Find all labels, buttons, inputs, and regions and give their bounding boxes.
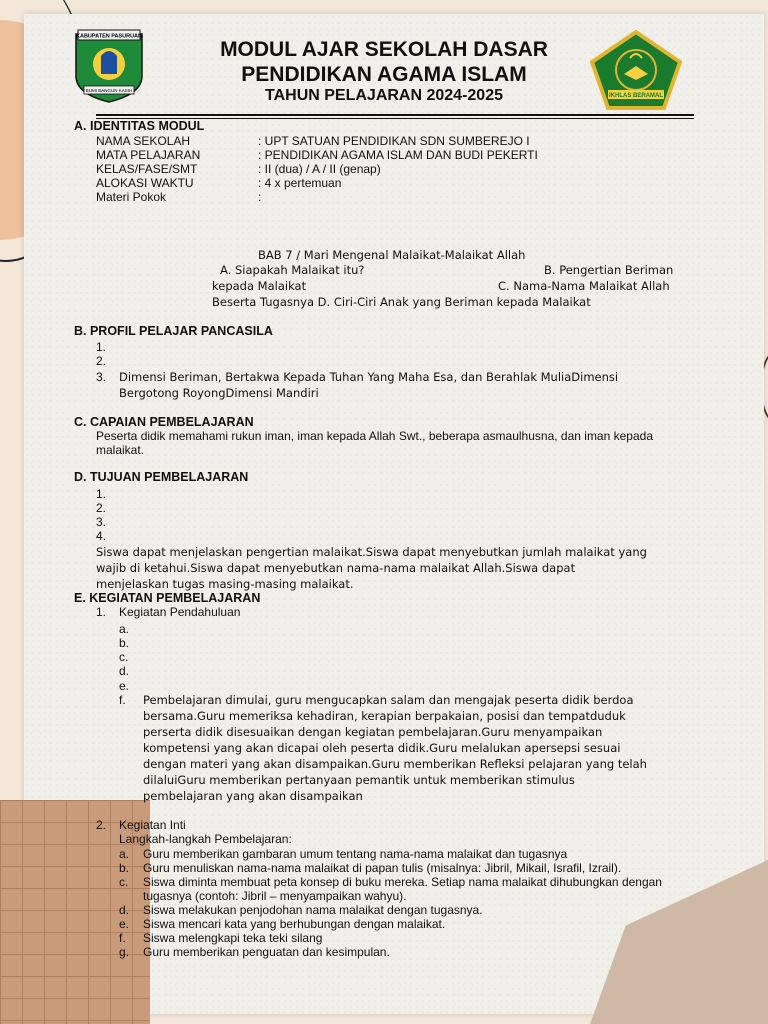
section-a-heading: A. IDENTITAS MODUL xyxy=(74,119,205,133)
list-letter: d. xyxy=(119,903,130,917)
langkah-label: Langkah-langkah Pembelajaran: xyxy=(119,832,292,846)
page-subtitle: PENDIDIKAN AGAMA ISLAM xyxy=(241,63,527,86)
capaian-text: malaikat. xyxy=(96,443,145,457)
list-letter: f. xyxy=(119,693,126,707)
tujuan-text: menjelaskan tugas masing-masing malaikat. xyxy=(96,577,354,591)
profil-text: Bergotong RoyongDimensi Mandiri xyxy=(119,386,319,400)
list-number: 3. xyxy=(96,515,107,529)
bab-subtopic: Beserta Tugasnya D. Ciri-Ciri Anak yang Beriman kepada Malaikat xyxy=(212,295,591,309)
list-letter: b. xyxy=(119,861,130,875)
identity-label: ALOKASI WAKTU xyxy=(96,176,194,190)
inti-step-text: Guru memberikan penguatan dan kesimpulan. xyxy=(143,945,390,959)
bab-title: BAB 7 / Mari Mengenal Malaikat-Malaikat Allah xyxy=(258,248,526,262)
kegiatan-inti-label: Kegiatan Inti xyxy=(119,818,186,832)
list-number: 1. xyxy=(96,340,107,354)
header-divider-thick xyxy=(96,114,694,116)
tujuan-text: Siswa dapat menjelaskan pengertian malaikat.Siswa dapat menyebutkan jumlah malaikat yang xyxy=(96,545,647,559)
logo-left-bottom-text: BUMI BANGUN KASIH xyxy=(85,88,133,93)
inti-step-text: Guru menuliskan nama-nama malaikat di papan tulis (misalnya: Jibril, Mikail, Israfil, Izrail). xyxy=(143,861,622,875)
pendahuluan-text: kompetensi yang akan dicapai oleh peserta didik.Guru melalukan apersepsi sesuai xyxy=(143,741,621,755)
pendahuluan-text: pembelajaran yang akan disampaikan xyxy=(143,789,363,803)
list-letter: a. xyxy=(119,847,130,861)
inti-step-text: Siswa melakukan penjodohan nama malaikat dengan tugasnya. xyxy=(143,903,483,917)
list-number: 1. xyxy=(96,605,107,619)
list-number: 2. xyxy=(96,354,107,368)
identity-value: : II (dua) / A / II (genap) xyxy=(258,162,381,176)
identity-value: : UPT SATUAN PENDIDIKAN SDN SUMBEREJO I xyxy=(258,134,530,148)
list-number: 4. xyxy=(96,529,107,543)
inti-step-text: Siswa melengkapi teka teki silang xyxy=(143,931,323,945)
bab-subtopic: C. Nama-Nama Malaikat Allah xyxy=(498,279,670,293)
tujuan-text: wajib di ketahui.Siswa dapat menyebutkan nama-nama malaikat Allah.Siswa dapat xyxy=(96,561,576,575)
list-letter: a. xyxy=(119,622,130,636)
section-c-heading: C. CAPAIAN PEMBELAJARAN xyxy=(74,415,254,429)
list-letter: d. xyxy=(119,664,130,678)
pendahuluan-text: perserta didik disesuaikan dengan kegiatan pembelajaran.Guru menyampaikan xyxy=(143,725,603,739)
inti-step-text: Guru memberikan gambaran umum tentang nama-nama malaikat dan tugasnya xyxy=(143,847,568,861)
inti-step-text: tugasnya (contoh: Jibril – menyampaikan wahyu). xyxy=(143,889,407,903)
pendahuluan-text: Pembelajaran dimulai, guru mengucapkan salam dan mengajak peserta didik berdoa xyxy=(143,693,634,707)
list-letter: g. xyxy=(119,945,130,959)
identity-label: KELAS/FASE/SMT xyxy=(96,162,198,176)
pendahuluan-text: bersama.Guru memeriksa kehadiran, kerapian berpakaian, posisi dan tempatduduk xyxy=(143,709,626,723)
identity-value: : PENDIDIKAN AGAMA ISLAM DAN BUDI PEKERTI xyxy=(258,148,538,162)
list-number: 2. xyxy=(96,818,107,832)
bab-subtopic: B. Pengertian Beriman xyxy=(544,263,674,277)
logo-left-top-text: KABUPATEN PASURUAN xyxy=(76,33,142,40)
list-letter: b. xyxy=(119,636,130,650)
section-b-heading: B. PROFIL PELAJAR PANCASILA xyxy=(74,324,273,338)
identity-value: : xyxy=(258,190,262,204)
inti-step-text: Siswa mencari kata yang berhubungan dengan malaikat. xyxy=(143,917,446,931)
list-number: 3. xyxy=(96,370,107,384)
identity-label: NAMA SEKOLAH xyxy=(96,134,191,148)
bab-subtopic: A. Siapakah Malaikat itu? xyxy=(220,263,365,277)
section-d-heading: D. TUJUAN PEMBELAJARAN xyxy=(74,470,249,484)
list-letter: c. xyxy=(119,875,129,889)
kegiatan-pendahuluan-label: Kegiatan Pendahuluan xyxy=(119,605,241,619)
pendahuluan-text: dilaluiGuru memberikan pertanyaan pemantik untuk memberikan stimulus xyxy=(143,773,575,787)
logo-right-text: IKHLAS BERAMAL xyxy=(609,93,663,99)
identity-label: MATA PELAJARAN xyxy=(96,148,201,162)
section-e-heading: E. KEGIATAN PEMBELAJARAN xyxy=(74,591,261,605)
list-letter: f. xyxy=(119,931,126,945)
identity-label: Materi Pokok xyxy=(96,190,167,204)
academic-year: TAHUN PELAJARAN 2024-2025 xyxy=(265,87,503,104)
list-letter: e. xyxy=(119,679,130,693)
list-number: 1. xyxy=(96,487,107,501)
list-letter: c. xyxy=(119,650,129,664)
profil-text: Dimensi Beriman, Bertakwa Kepada Tuhan Yang Maha Esa, dan Berahlak MuliaDimensi xyxy=(119,370,619,384)
page-title: MODUL AJAR SEKOLAH DASAR xyxy=(220,38,548,61)
capaian-text: Peserta didik memahami rukun iman, iman kepada Allah Swt., beberapa asmaulhusna, dan iman kepada xyxy=(96,429,653,443)
list-number: 2. xyxy=(96,501,107,515)
identity-value: : 4 x pertemuan xyxy=(258,176,342,190)
bab-subtopic: kepada Malaikat xyxy=(212,279,307,293)
pasuruan-regency-logo-icon xyxy=(70,26,148,104)
list-letter: e. xyxy=(119,917,130,931)
inti-step-text: Siswa diminta membuat peta konsep di buku mereka. Setiap nama malaikat dihubungkan dengan xyxy=(143,875,662,889)
pendahuluan-text: dengan materi yang akan disampaikan.Guru memberikan Refleksi pelajaran yang telah xyxy=(143,757,647,771)
